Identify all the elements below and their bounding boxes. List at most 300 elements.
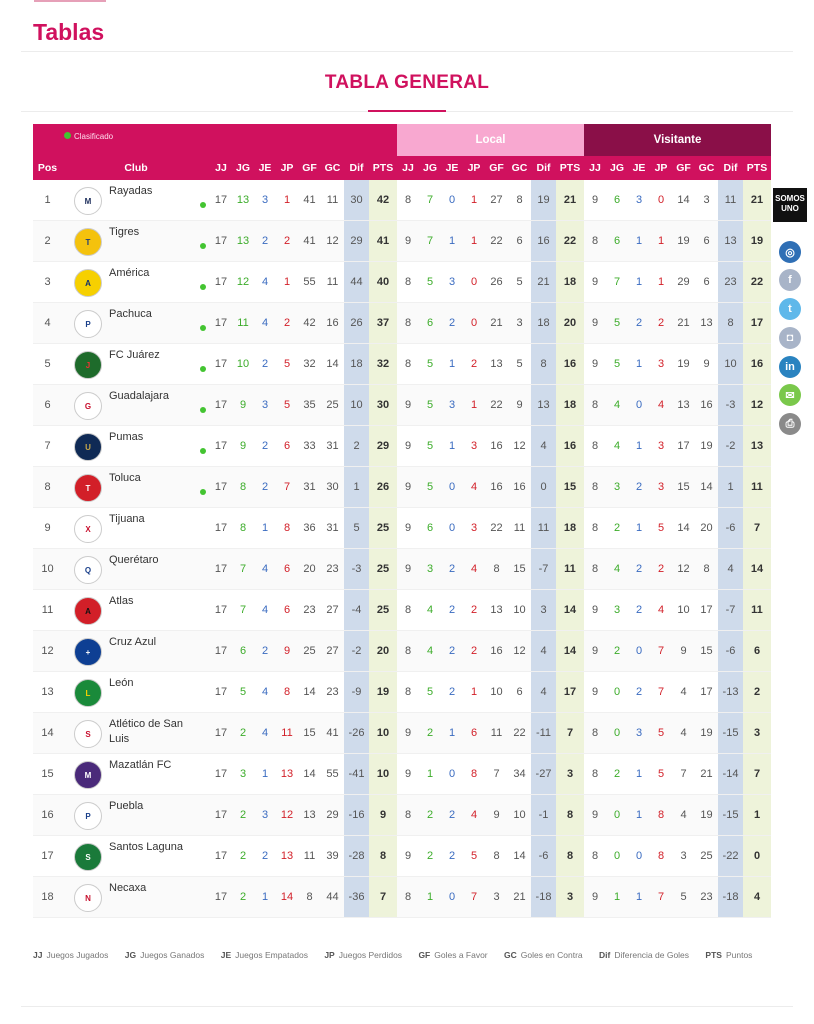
- abbreviation-text: Juegos Jugados: [46, 950, 109, 960]
- gen-stat-cell: 31: [298, 467, 321, 508]
- gen-stat-cell: 6: [232, 631, 254, 672]
- gen-stat-cell: 17: [210, 385, 232, 426]
- gen-stat-cell: 4: [254, 590, 276, 631]
- gen-stat-cell: 8: [298, 877, 321, 918]
- club-name[interactable]: Querétaro: [109, 554, 159, 566]
- header-cell: Dif: [344, 156, 369, 180]
- gen-stat-cell: 26: [344, 303, 369, 344]
- gen-stat-cell: 17: [210, 303, 232, 344]
- vis-stat-cell: 1: [628, 877, 650, 918]
- abbreviation-item: [705, 950, 752, 960]
- vis-stat-cell: 29: [672, 262, 695, 303]
- loc-stat-cell: 16: [556, 426, 584, 467]
- club-name[interactable]: Guadalajara: [109, 390, 169, 402]
- loc-stat-cell: 10: [508, 590, 531, 631]
- vis-stat-cell: 0: [628, 385, 650, 426]
- vis-stat-cell: 7: [743, 508, 771, 549]
- loc-stat-cell: 16: [485, 467, 508, 508]
- header-cell: GC: [695, 156, 718, 180]
- vis-stat-cell: 11: [743, 467, 771, 508]
- loc-stat-cell: 4: [463, 795, 485, 836]
- table-row[interactable]: [33, 467, 771, 508]
- vis-stat-cell: 7: [650, 631, 672, 672]
- linkedin-icon[interactable]: in: [779, 356, 801, 378]
- loc-stat-cell: 4: [531, 426, 556, 467]
- vis-stat-cell: 21: [743, 180, 771, 221]
- abbreviation-text: Goles en Contra: [520, 950, 583, 960]
- vis-stat-cell: 8: [584, 754, 606, 795]
- gen-stat-cell: 6: [276, 426, 298, 467]
- loc-stat-cell: 0: [441, 508, 463, 549]
- gen-stat-cell: 8: [232, 467, 254, 508]
- loc-stat-cell: 5: [419, 467, 441, 508]
- club-name[interactable]: Rayadas: [109, 185, 153, 197]
- loc-stat-cell: 1: [441, 221, 463, 262]
- gen-stat-cell: -16: [344, 795, 369, 836]
- loc-stat-cell: 22: [556, 221, 584, 262]
- loc-stat-cell: 14: [556, 631, 584, 672]
- header-cell: PTS: [556, 156, 584, 180]
- club-name[interactable]: Cruz Azul: [109, 636, 157, 648]
- club-name[interactable]: Santos Laguna: [109, 841, 184, 853]
- email-icon[interactable]: ✉: [779, 384, 801, 406]
- loc-stat-cell: 3: [441, 262, 463, 303]
- pachuca-logo: P: [74, 310, 102, 338]
- club-cell[interactable]: [62, 262, 210, 303]
- club-cell[interactable]: [62, 877, 210, 918]
- gen-stat-cell: 17: [210, 672, 232, 713]
- vis-stat-cell: 15: [695, 631, 718, 672]
- loc-stat-cell: 16: [531, 221, 556, 262]
- loc-stat-cell: 9: [397, 467, 419, 508]
- divider: [21, 51, 793, 52]
- vis-stat-cell: 3: [628, 713, 650, 754]
- table-row[interactable]: [33, 262, 771, 303]
- loc-stat-cell: 21: [556, 180, 584, 221]
- club-name[interactable]: León: [109, 677, 134, 689]
- vis-stat-cell: 12: [672, 549, 695, 590]
- table-row[interactable]: [33, 754, 771, 795]
- club-cell[interactable]: [62, 795, 210, 836]
- vis-stat-cell: 4: [672, 672, 695, 713]
- loc-stat-cell: 8: [397, 344, 419, 385]
- club-cell[interactable]: [62, 549, 210, 590]
- gen-stat-cell: 2: [276, 303, 298, 344]
- position-cell: 13: [33, 672, 62, 713]
- table-row[interactable]: [33, 180, 771, 221]
- header-cell: GF: [485, 156, 508, 180]
- header-cell: JG: [419, 156, 441, 180]
- abbreviation-item: [418, 950, 487, 960]
- puebla-logo: P: [74, 802, 102, 830]
- vis-stat-cell: 7: [743, 754, 771, 795]
- vis-stat-cell: 9: [584, 262, 606, 303]
- loc-stat-cell: 3: [556, 877, 584, 918]
- gen-stat-cell: 55: [298, 262, 321, 303]
- vis-stat-cell: 7: [650, 877, 672, 918]
- loc-stat-cell: 9: [397, 754, 419, 795]
- gen-stat-cell: 3: [232, 754, 254, 795]
- gen-stat-cell: 11: [321, 262, 344, 303]
- club-name[interactable]: Tijuana: [109, 513, 145, 525]
- loc-stat-cell: 18: [556, 385, 584, 426]
- vis-stat-cell: 3: [650, 344, 672, 385]
- header-cell: GC: [321, 156, 344, 180]
- loc-stat-cell: 13: [531, 385, 556, 426]
- vis-stat-cell: 2: [628, 590, 650, 631]
- club-cell[interactable]: [62, 344, 210, 385]
- gen-stat-cell: 8: [369, 836, 397, 877]
- abbreviation-code: PTS: [705, 950, 722, 960]
- qualified-dot-icon: [64, 132, 71, 139]
- loc-stat-cell: 8: [556, 836, 584, 877]
- gen-stat-cell: 17: [210, 631, 232, 672]
- loc-stat-cell: 9: [397, 836, 419, 877]
- abbreviation-text: Juegos Ganados: [140, 950, 205, 960]
- loc-stat-cell: 8: [485, 836, 508, 877]
- vis-stat-cell: 3: [672, 836, 695, 877]
- print-icon[interactable]: ⎙: [779, 413, 801, 435]
- share-globe-icon[interactable]: ◎: [779, 241, 801, 263]
- top-accent-bar: [34, 0, 106, 2]
- vis-stat-cell: 9: [672, 631, 695, 672]
- loc-stat-cell: 11: [508, 508, 531, 549]
- gen-stat-cell: 17: [210, 795, 232, 836]
- club-cell[interactable]: [62, 590, 210, 631]
- vis-stat-cell: 16: [743, 344, 771, 385]
- position-cell: 15: [33, 754, 62, 795]
- abbreviation-code: JJ: [33, 950, 43, 960]
- abbreviation-item: [504, 950, 583, 960]
- loc-stat-cell: 8: [556, 795, 584, 836]
- visitante-band: Visitante: [584, 124, 771, 156]
- loc-stat-cell: 18: [556, 262, 584, 303]
- table-row[interactable]: [33, 221, 771, 262]
- header-cell: JG: [232, 156, 254, 180]
- vis-stat-cell: 8: [584, 385, 606, 426]
- twitter-icon[interactable]: t: [779, 298, 801, 320]
- qualified-dot-icon: [200, 448, 206, 454]
- loc-stat-cell: 2: [441, 549, 463, 590]
- loc-stat-cell: 11: [556, 549, 584, 590]
- vis-stat-cell: 19: [743, 221, 771, 262]
- gen-stat-cell: 29: [321, 795, 344, 836]
- gen-stat-cell: 30: [321, 467, 344, 508]
- position-cell: 14: [33, 713, 62, 754]
- loc-stat-cell: 14: [556, 590, 584, 631]
- facebook-icon[interactable]: f: [779, 269, 801, 291]
- gen-stat-cell: 9: [232, 426, 254, 467]
- gen-stat-cell: 6: [276, 549, 298, 590]
- vis-stat-cell: 0: [628, 631, 650, 672]
- gen-stat-cell: 25: [321, 385, 344, 426]
- vis-stat-cell: -15: [718, 713, 743, 754]
- vis-stat-cell: 2: [606, 508, 628, 549]
- gen-stat-cell: 36: [298, 508, 321, 549]
- club-name[interactable]: Necaxa: [109, 882, 147, 894]
- table-row[interactable]: [33, 385, 771, 426]
- table-row[interactable]: [33, 672, 771, 713]
- loc-stat-cell: 21: [531, 262, 556, 303]
- loc-stat-cell: 8: [397, 262, 419, 303]
- table-row[interactable]: [33, 508, 771, 549]
- instagram-icon[interactable]: ◘: [779, 327, 801, 349]
- loc-stat-cell: 2: [419, 836, 441, 877]
- loc-stat-cell: 5: [419, 344, 441, 385]
- loc-stat-cell: 1: [463, 385, 485, 426]
- table-row[interactable]: [33, 713, 771, 754]
- vis-stat-cell: -6: [718, 508, 743, 549]
- vis-stat-cell: -7: [718, 590, 743, 631]
- gen-stat-cell: 15: [298, 713, 321, 754]
- loc-stat-cell: 8: [397, 795, 419, 836]
- loc-stat-cell: 3: [556, 754, 584, 795]
- gen-stat-cell: -28: [344, 836, 369, 877]
- club-cell[interactable]: [62, 713, 210, 754]
- brand-text: SOMOS UNO: [775, 194, 805, 213]
- vis-stat-cell: 2: [743, 672, 771, 713]
- vis-stat-cell: 13: [743, 426, 771, 467]
- vis-stat-cell: 3: [606, 590, 628, 631]
- header-cell: JJ: [584, 156, 606, 180]
- loc-stat-cell: 3: [531, 590, 556, 631]
- loc-stat-cell: 18: [556, 508, 584, 549]
- loc-stat-cell: -11: [531, 713, 556, 754]
- gen-stat-cell: 17: [210, 426, 232, 467]
- gen-stat-cell: 5: [232, 672, 254, 713]
- gen-stat-cell: 27: [321, 590, 344, 631]
- abbreviation-text: Goles a Favor: [434, 950, 488, 960]
- abbreviation-text: Juegos Empatados: [235, 950, 308, 960]
- gen-stat-cell: 8: [276, 508, 298, 549]
- club-name[interactable]: Tigres: [109, 226, 140, 238]
- gen-stat-cell: 4: [254, 262, 276, 303]
- table-row[interactable]: [33, 836, 771, 877]
- gen-stat-cell: 8: [276, 672, 298, 713]
- vis-stat-cell: 10: [672, 590, 695, 631]
- gen-stat-cell: 9: [276, 631, 298, 672]
- gen-stat-cell: 1: [254, 508, 276, 549]
- loc-stat-cell: 3: [419, 549, 441, 590]
- gen-stat-cell: 5: [276, 344, 298, 385]
- loc-stat-cell: 7: [419, 221, 441, 262]
- vis-stat-cell: 17: [695, 590, 718, 631]
- club-cell[interactable]: [62, 754, 210, 795]
- gen-stat-cell: 14: [298, 754, 321, 795]
- standings-table: [33, 124, 771, 918]
- loc-stat-cell: 16: [485, 426, 508, 467]
- qualified-dot-icon: [200, 202, 206, 208]
- club-cell[interactable]: [62, 672, 210, 713]
- gen-stat-cell: 11: [298, 836, 321, 877]
- loc-stat-cell: 8: [397, 180, 419, 221]
- gen-stat-cell: 37: [369, 303, 397, 344]
- gen-stat-cell: 10: [232, 344, 254, 385]
- loc-stat-cell: 7: [556, 713, 584, 754]
- loc-stat-cell: 2: [419, 713, 441, 754]
- loc-stat-cell: 22: [508, 713, 531, 754]
- vis-stat-cell: 1: [628, 795, 650, 836]
- table-row[interactable]: [33, 631, 771, 672]
- vis-stat-cell: 8: [584, 836, 606, 877]
- loc-stat-cell: 16: [508, 467, 531, 508]
- gen-stat-cell: 4: [254, 549, 276, 590]
- gen-stat-cell: 25: [369, 508, 397, 549]
- gen-stat-cell: 32: [298, 344, 321, 385]
- club-cell[interactable]: [62, 303, 210, 344]
- club-cell[interactable]: [62, 631, 210, 672]
- gen-stat-cell: -3: [344, 549, 369, 590]
- vis-stat-cell: 8: [584, 467, 606, 508]
- loc-stat-cell: 7: [419, 180, 441, 221]
- vis-stat-cell: 22: [743, 262, 771, 303]
- vis-stat-cell: 4: [650, 385, 672, 426]
- vis-stat-cell: 9: [584, 590, 606, 631]
- vis-stat-cell: 0: [606, 836, 628, 877]
- vis-stat-cell: 1: [606, 877, 628, 918]
- club-name[interactable]: Atlas: [109, 595, 134, 607]
- loc-stat-cell: 0: [441, 877, 463, 918]
- gen-stat-cell: 17: [210, 590, 232, 631]
- guadalajara-logo: G: [74, 392, 102, 420]
- gen-stat-cell: 13: [276, 836, 298, 877]
- vis-stat-cell: 8: [584, 221, 606, 262]
- gen-stat-cell: 11: [276, 713, 298, 754]
- header-cell: PTS: [369, 156, 397, 180]
- club-cell[interactable]: [62, 426, 210, 467]
- loc-stat-cell: 9: [397, 508, 419, 549]
- qualified-dot-icon: [200, 489, 206, 495]
- club-name[interactable]: Toluca: [109, 472, 141, 484]
- vis-stat-cell: 5: [650, 508, 672, 549]
- vis-stat-cell: 1: [628, 344, 650, 385]
- vis-stat-cell: 19: [672, 344, 695, 385]
- gen-stat-cell: 33: [298, 426, 321, 467]
- header-cell: Dif: [531, 156, 556, 180]
- juarez-logo: J: [74, 351, 102, 379]
- abbreviation-text: Puntos: [725, 950, 753, 960]
- club-cell[interactable]: [62, 221, 210, 262]
- table-row[interactable]: [33, 795, 771, 836]
- loc-stat-cell: 6: [463, 713, 485, 754]
- club-cell[interactable]: [62, 467, 210, 508]
- gen-stat-cell: 1: [254, 877, 276, 918]
- loc-stat-cell: 13: [485, 344, 508, 385]
- gen-stat-cell: 7: [232, 549, 254, 590]
- abbreviation-text: Juegos Perdidos: [338, 950, 403, 960]
- club-cell[interactable]: [62, 385, 210, 426]
- vis-stat-cell: 14: [695, 467, 718, 508]
- loc-stat-cell: 3: [508, 303, 531, 344]
- loc-stat-cell: 34: [508, 754, 531, 795]
- vis-stat-cell: 16: [695, 385, 718, 426]
- club-cell[interactable]: [62, 180, 210, 221]
- club-name[interactable]: Puebla: [109, 800, 144, 812]
- loc-stat-cell: 5: [419, 672, 441, 713]
- loc-stat-cell: 1: [463, 672, 485, 713]
- club-name[interactable]: Pachuca: [109, 308, 152, 320]
- vis-stat-cell: 14: [672, 508, 695, 549]
- abbreviation-legend: [33, 949, 778, 962]
- table-row[interactable]: [33, 877, 771, 918]
- club-cell[interactable]: [62, 836, 210, 877]
- somos-uno-logo[interactable]: [773, 188, 807, 222]
- vis-stat-cell: -14: [718, 754, 743, 795]
- loc-stat-cell: 9: [397, 713, 419, 754]
- legend-qualified: Clasificado: [74, 132, 114, 141]
- loc-stat-cell: 2: [463, 631, 485, 672]
- loc-stat-cell: 5: [463, 836, 485, 877]
- gen-stat-cell: 11: [321, 180, 344, 221]
- loc-stat-cell: 8: [397, 303, 419, 344]
- loc-stat-cell: 1: [463, 221, 485, 262]
- vis-stat-cell: -6: [718, 631, 743, 672]
- gen-stat-cell: -4: [344, 590, 369, 631]
- gen-stat-cell: 1: [254, 754, 276, 795]
- atlas-logo: A: [74, 597, 102, 625]
- atleticosanluis-logo: S: [74, 720, 102, 748]
- loc-stat-cell: 16: [485, 631, 508, 672]
- vis-stat-cell: -2: [718, 426, 743, 467]
- vis-stat-cell: 1: [743, 795, 771, 836]
- vis-stat-cell: 3: [650, 426, 672, 467]
- vis-stat-cell: 2: [650, 549, 672, 590]
- vis-stat-cell: 8: [584, 508, 606, 549]
- loc-stat-cell: 5: [508, 262, 531, 303]
- gen-stat-cell: 23: [321, 672, 344, 713]
- vis-stat-cell: -15: [718, 795, 743, 836]
- gen-stat-cell: 17: [210, 549, 232, 590]
- gen-stat-cell: 17: [210, 754, 232, 795]
- gen-stat-cell: 14: [321, 344, 344, 385]
- table-row[interactable]: [33, 303, 771, 344]
- club-name[interactable]: América: [109, 267, 150, 279]
- table-row[interactable]: [33, 549, 771, 590]
- gen-stat-cell: 17: [210, 877, 232, 918]
- vis-stat-cell: 5: [606, 303, 628, 344]
- loc-stat-cell: 26: [485, 262, 508, 303]
- table-row[interactable]: [33, 590, 771, 631]
- loc-stat-cell: 22: [485, 221, 508, 262]
- vis-stat-cell: 1: [628, 426, 650, 467]
- loc-stat-cell: 0: [463, 303, 485, 344]
- table-row[interactable]: [33, 426, 771, 467]
- loc-stat-cell: 1: [441, 344, 463, 385]
- club-name[interactable]: Mazatlán FC: [109, 759, 172, 771]
- club-name[interactable]: Atlético de San Luis: [109, 718, 183, 745]
- abbreviation-code: JE: [220, 950, 232, 960]
- loc-stat-cell: 4: [463, 549, 485, 590]
- loc-stat-cell: 8: [485, 549, 508, 590]
- club-cell[interactable]: [62, 508, 210, 549]
- loc-stat-cell: 9: [397, 426, 419, 467]
- gen-stat-cell: 11: [232, 303, 254, 344]
- vis-stat-cell: 8: [584, 549, 606, 590]
- vis-stat-cell: 9: [695, 344, 718, 385]
- gen-stat-cell: 2: [254, 221, 276, 262]
- club-name[interactable]: Pumas: [109, 431, 144, 443]
- vis-stat-cell: 3: [606, 467, 628, 508]
- vis-stat-cell: 23: [718, 262, 743, 303]
- table-row[interactable]: [33, 344, 771, 385]
- vis-stat-cell: 6: [743, 631, 771, 672]
- club-name[interactable]: FC Juárez: [109, 349, 160, 361]
- santos-logo: S: [74, 843, 102, 871]
- loc-stat-cell: 9: [397, 385, 419, 426]
- loc-stat-cell: 0: [441, 180, 463, 221]
- loc-stat-cell: 21: [485, 303, 508, 344]
- header-cell: GF: [672, 156, 695, 180]
